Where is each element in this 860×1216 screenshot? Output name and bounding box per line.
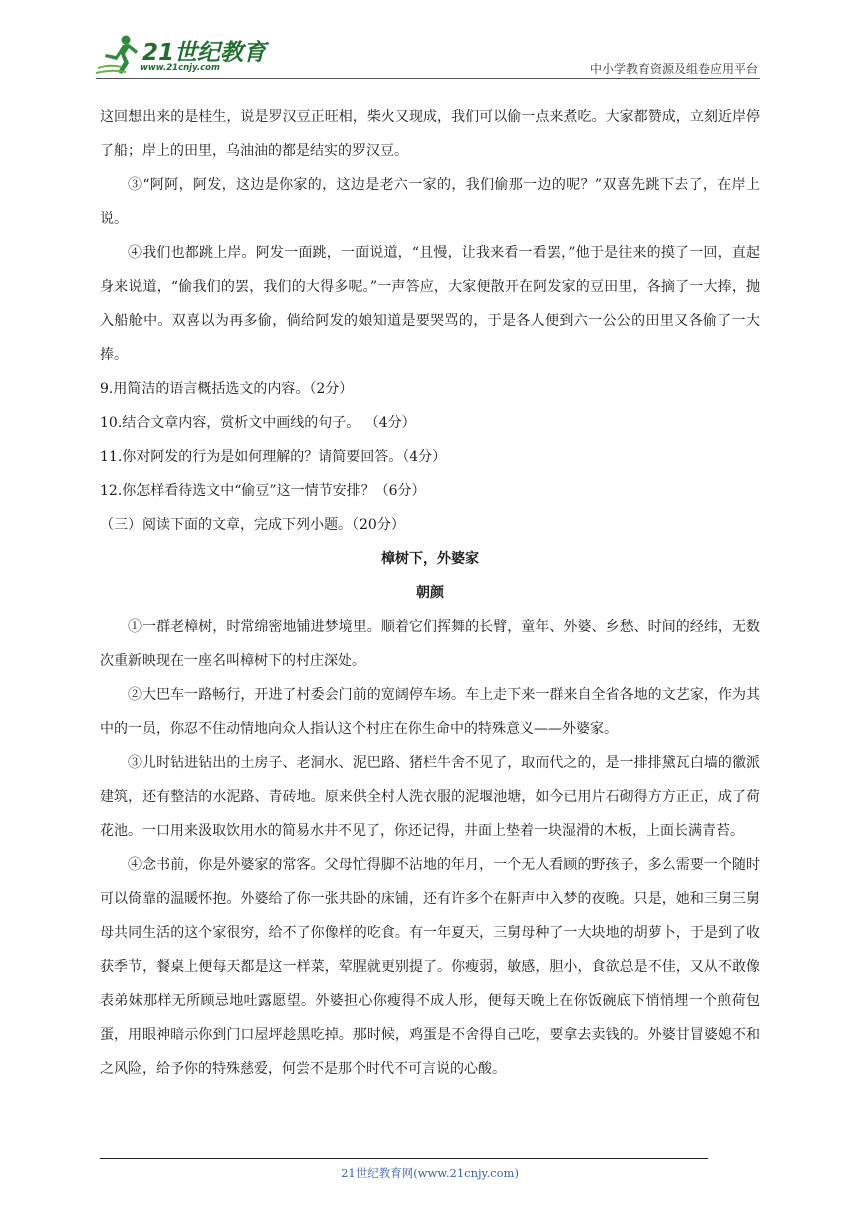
section-heading: （三）阅读下面的文章，完成下列小题。（20分） <box>100 517 405 533</box>
question-12: 12.你怎样看待选文中“偷豆”这一情节安排？（6分） <box>100 483 426 499</box>
footer-divider <box>100 1158 708 1159</box>
document-body <box>100 100 760 1086</box>
paragraph: 这回想出来的是桂生，说是罗汉豆正旺相，柴火又现成，我们可以偷一点来煮吃。大家都赞成，立刻近岸停了船；岸上的田里，乌油油的都是结实的罗汉豆。 <box>100 109 760 159</box>
platform-name: 中小学教育资源及组卷应用平台 <box>589 62 758 76</box>
runner-logo-icon <box>96 34 144 78</box>
page-header <box>96 30 760 80</box>
header-divider <box>96 78 760 79</box>
article-paragraph: ②大巴车一路畅行，开进了村委会门前的宽阔停车场。车上走下来一群来自全省各地的文艺家，作为其中的一员，你忍不住动情地向众人指认这个村庄在你生命中的特殊意义——外婆家。 <box>100 687 760 737</box>
article-paragraph: ④念书前，你是外婆家的常客。父母忙得脚不沾地的年月，一个无人看顾的野孩子，多么需要一个随时可以倚靠的温暖怀抱。外婆给了你一张共卧的床铺，还有许多个在鼾声中入梦的夜晚。只是，她和三舅三舅母共同生活的这个家很穷，给不了你像样的吃食。有一年夏天，三舅母种了一大块地的胡萝卜，于是到了收获季节，餐桌上便每天都是这一样菜，荤腥就更别提了。你瘦弱，敏感，胆小，食欲总是不佳，又从不敢像表弟妹那样无所顾忌地吐露愿望。外婆担心你瘦得不成人形，便每天晚上在你饭碗底下悄悄埋一个煎荷包蛋，用眼神暗示你到门口屋坪趁黑吃掉。那时候，鸡蛋是不舍得自己吃，要拿去卖钱的。外婆甘冒婆媳不和之风险，给予你的特殊慈爱，何尝不是那个时代不可言说的心酸。 <box>100 857 760 1077</box>
paragraph: ③“阿阿，阿发，这边是你家的，这边是老六一家的，我们偷那一边的呢？”双喜先跳下去了，在岸上说。 <box>100 177 760 227</box>
logo-text: 21世纪教育 <box>142 40 267 66</box>
page-footer: 21世纪教育网(www.21cnjy.com) <box>341 1166 519 1180</box>
question-10: 10.结合文章内容，赏析文中画线的句子。 （4分） <box>100 415 416 431</box>
article-title: 樟树下，外婆家 <box>381 551 479 567</box>
paragraph: ④我们也都跳上岸。阿发一面跳，一面说道，“且慢，让我来看一看罢，”他于是往来的摸了一回，直起身来说道，“偷我们的罢，我们的大得多呢。”一声答应，大家便散开在阿发家的豆田里，各摘了一大捧，抛入船舱中。双喜以为再多偷，倘给阿发的娘知道是要哭骂的，于是各人便到六一公公的田里又各偷了一大捧。 <box>100 245 760 363</box>
question-11: 11.你对阿发的行为是如何理解的？请简要回答。（4分） <box>100 449 447 465</box>
question-9: 9.用简洁的语言概括选文的内容。（2分） <box>100 381 354 397</box>
article-author: 朝颜 <box>416 585 444 601</box>
article-paragraph: ③儿时钻进钻出的土房子、老洞水、泥巴路、猪栏牛舍不见了，取而代之的，是一排排黛瓦白墙的徽派建筑，还有整洁的水泥路、青砖地。原来供全村人洗衣服的泥堰池塘，如今已用片石砌得方方正正，成了荷花池。一口用来汲取饮用水的简易水井不见了，你还记得，井面上垫着一块湿滑的木板，上面长满青苔。 <box>100 755 760 839</box>
article-paragraph: ①一群老樟树，时常绵密地铺进梦境里。顺着它们挥舞的长臂，童年、外婆、乡愁、时间的经纬，无数次重新映现在一座名叫樟树下的村庄深处。 <box>100 619 760 669</box>
logo-url: www.21cnjy.com <box>140 63 220 73</box>
site-logo <box>96 34 266 78</box>
